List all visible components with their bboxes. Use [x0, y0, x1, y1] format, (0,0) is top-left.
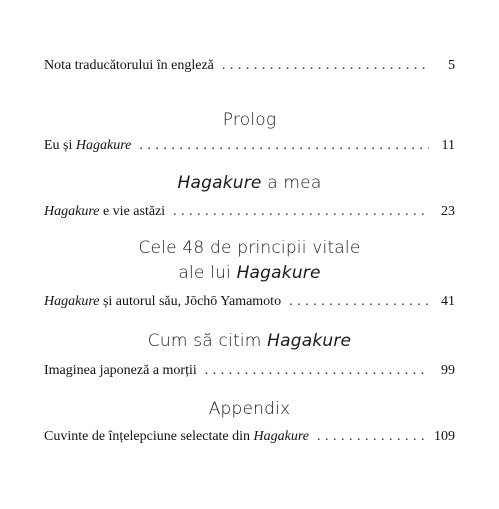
toc-entry-title: [44, 428, 309, 446]
section-heading-text: Prolog: [222, 110, 277, 130]
toc-entry-italic: Hagakure: [253, 429, 310, 444]
section-heading-principii-line1: [0, 237, 499, 259]
toc-entry-title: [44, 137, 131, 155]
toc-entry-text: Eu și: [44, 138, 76, 153]
section-heading-appendix: [0, 398, 499, 420]
section-heading-italic: Hagakure: [267, 331, 352, 351]
toc-page-number: 109: [434, 429, 455, 444]
section-heading-text: ale lui: [178, 263, 237, 283]
toc-entry-title: Imaginea japoneză a morții: [44, 363, 197, 378]
section-heading-text: Cele 48 de principii vitale: [138, 238, 361, 258]
toc-page-number: 11: [441, 138, 455, 153]
toc-entry-title: [44, 293, 281, 311]
toc-entry-translator-note[interactable]: [44, 57, 455, 75]
section-heading-text: a mea: [261, 173, 322, 193]
toc-entry-eu-si-hagakure[interactable]: [44, 137, 455, 155]
toc-entry-text: Cuvinte de înțelepciune selectate din: [44, 429, 254, 444]
toc-page-number: 5: [448, 58, 455, 73]
toc-entry-hagakure-e-vie[interactable]: [44, 203, 455, 221]
dot-leader: [317, 428, 426, 446]
section-heading-prolog: [0, 109, 499, 131]
toc-entry-hagakure-si-autorul[interactable]: [44, 293, 455, 311]
toc-entry-italic: Hagakure: [44, 294, 100, 309]
section-heading-italic: Hagakure: [177, 173, 262, 193]
toc-entry-imaginea-japoneza[interactable]: [44, 362, 455, 380]
section-heading-cum-sa-citim: [0, 330, 499, 352]
dot-leader: [222, 57, 429, 75]
toc-entry-title: Nota traducătorului în engleză: [44, 58, 214, 73]
section-heading-italic: Hagakure: [236, 263, 321, 283]
section-heading-principii-line2: [0, 262, 499, 284]
toc-entry-italic: Hagakure: [44, 204, 100, 219]
toc-entry-italic: Hagakure: [75, 138, 132, 153]
dot-leader: [139, 137, 429, 155]
toc-entry-text: e vie astăzi: [99, 204, 166, 219]
dot-leader: [205, 362, 429, 380]
toc-entry-cuvinte-de-intelepciune[interactable]: [44, 428, 455, 446]
section-heading-text: Cum să citim: [147, 331, 268, 351]
dot-leader: [173, 203, 429, 221]
toc-page-number: 23: [441, 204, 455, 219]
dot-leader: [289, 293, 429, 311]
toc-entry-title: [44, 203, 165, 221]
toc-page-number: 99: [441, 363, 455, 378]
section-heading-text: Appendix: [208, 399, 291, 419]
section-heading-hagakure-a-mea: [0, 172, 499, 194]
toc-page-number: 41: [441, 294, 455, 309]
toc-entry-text: și autorul său, Jōchō Yamamoto: [99, 294, 282, 309]
